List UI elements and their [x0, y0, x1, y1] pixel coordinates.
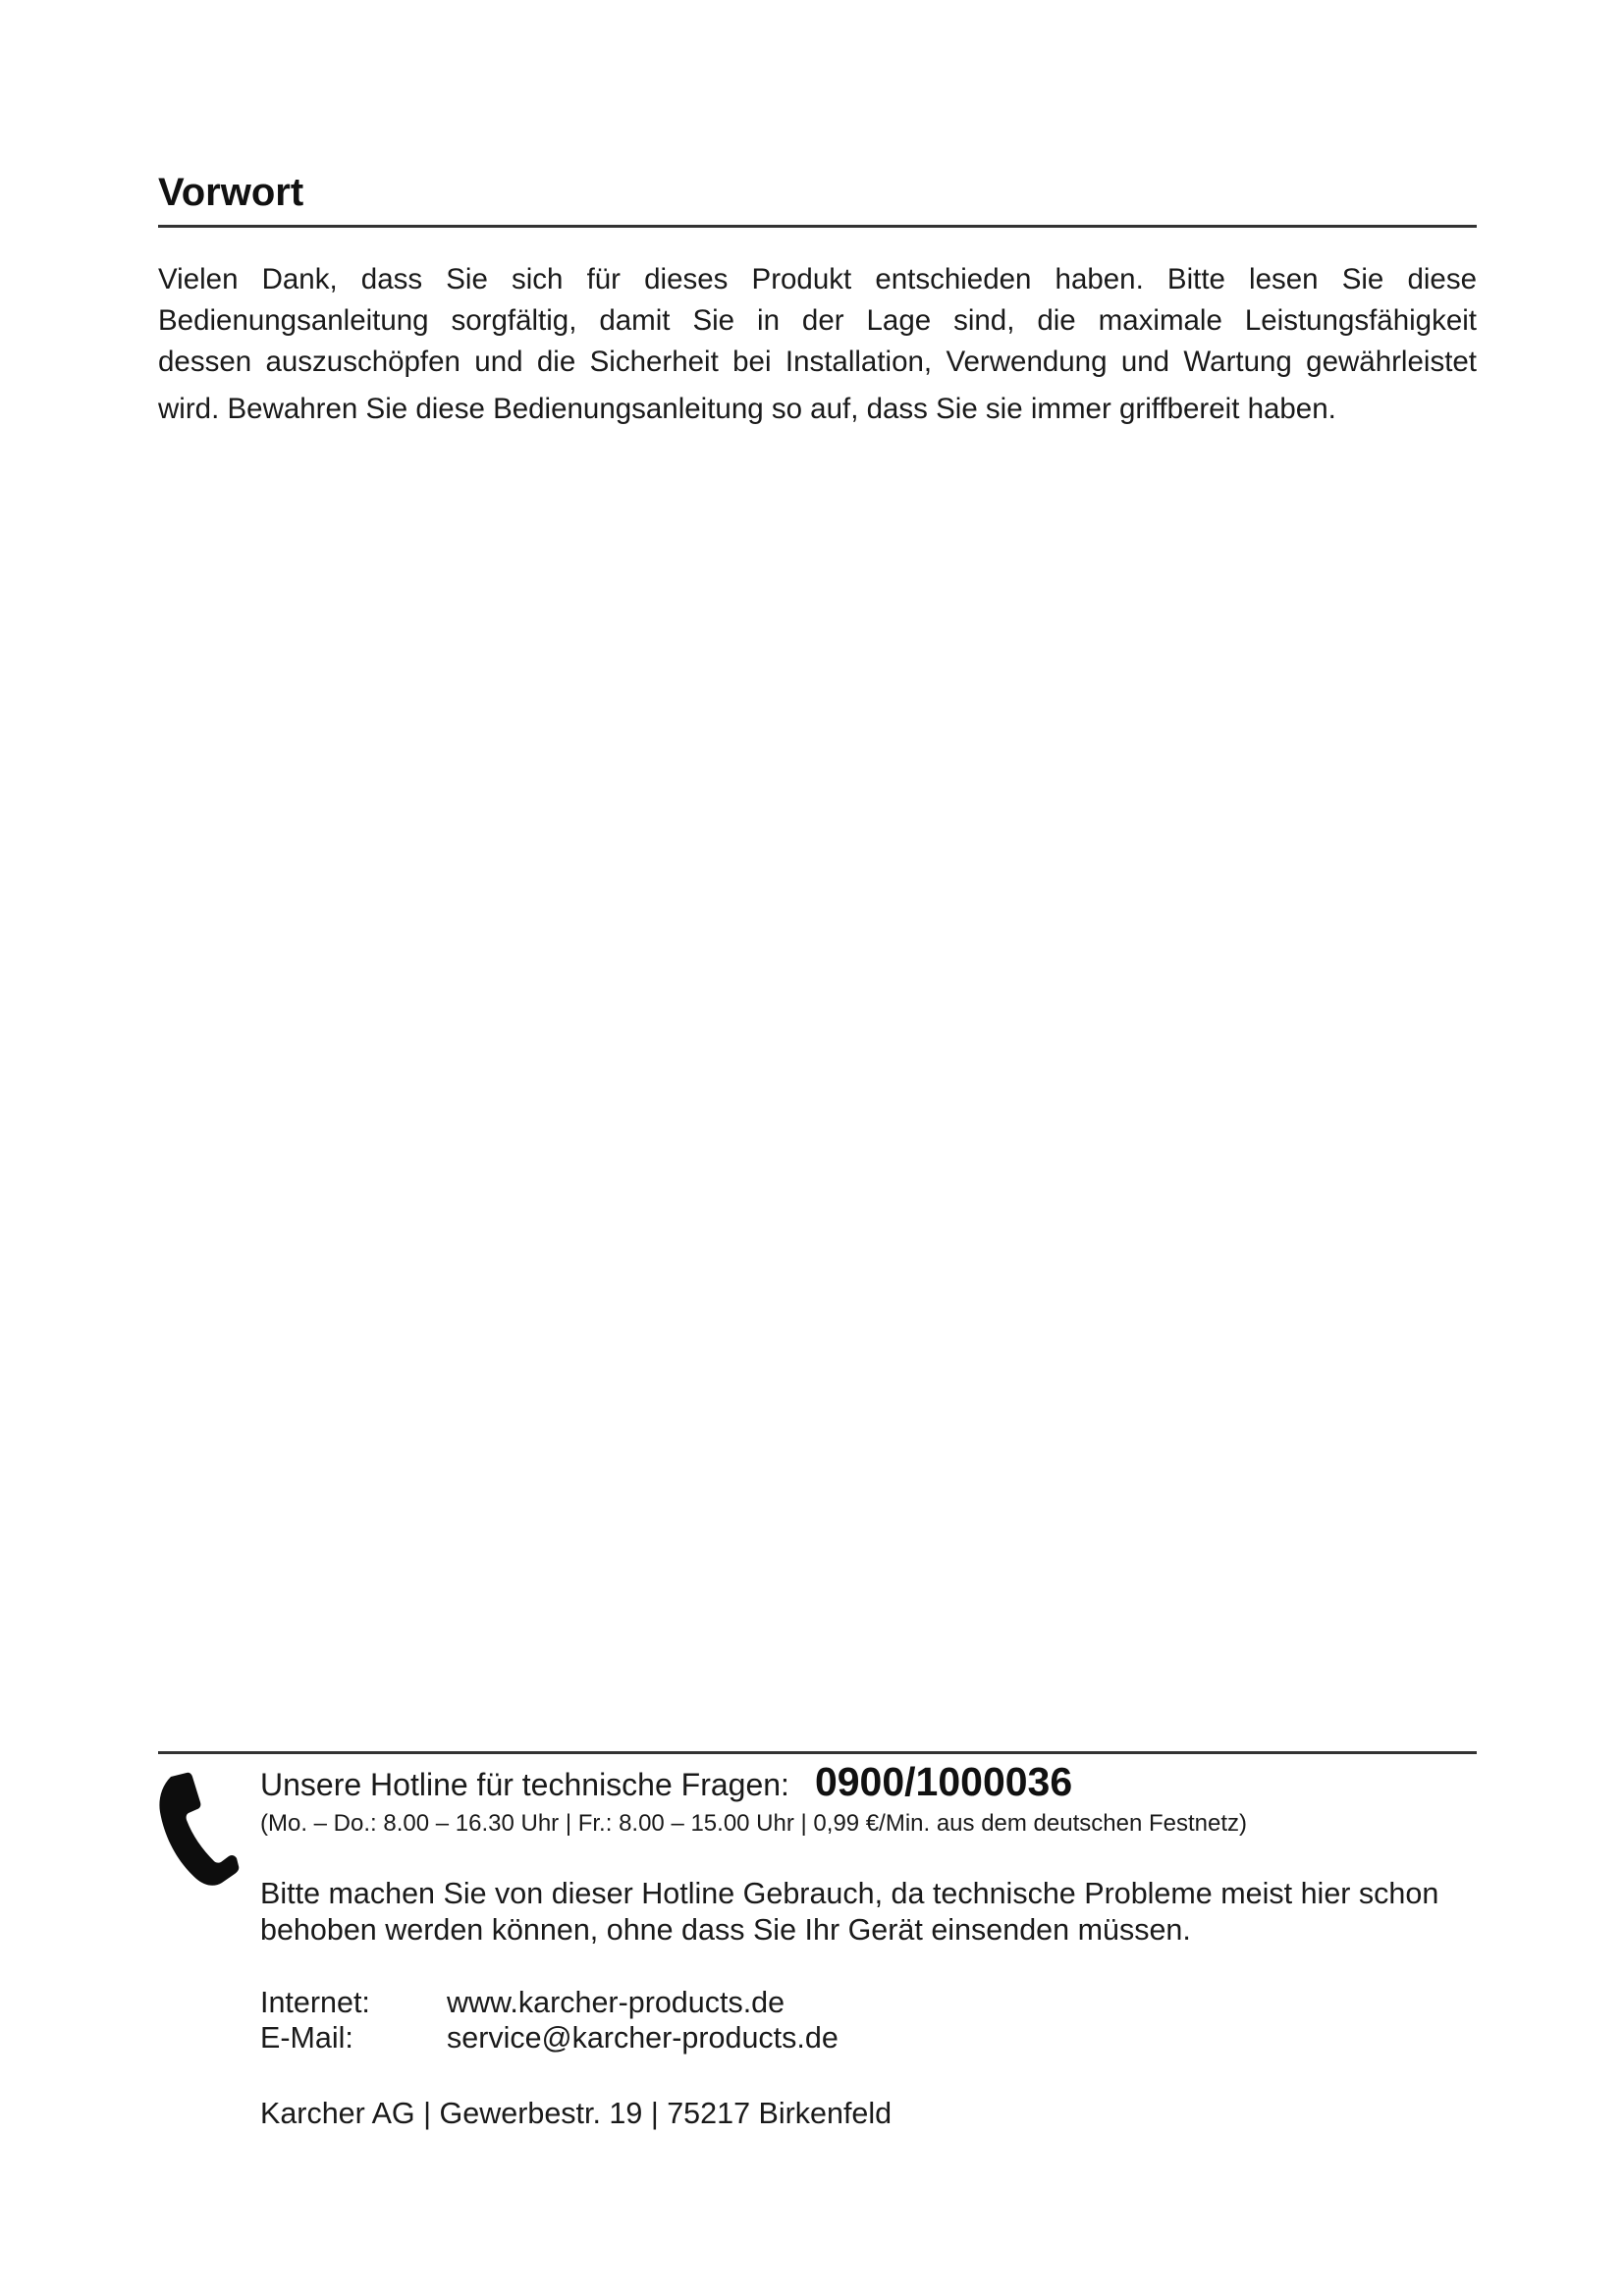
hotline-label: Unsere Hotline für technische Fragen:	[260, 1767, 789, 1802]
hotline-line	[260, 1759, 1072, 1805]
preface-line: Bedienungsanleitung sorgfältig, damit Sie in der Lage sind, die maximale Leistungsfähigkeit	[158, 304, 1477, 337]
company-address: Karcher AG | Gewerbestr. 19 | 75217 Birkenfeld	[260, 2097, 893, 2130]
email-row	[260, 2021, 839, 2056]
preface-line: Vielen Dank, dass Sie sich für dieses Produkt entschieden haben. Bitte lesen Sie diese	[158, 263, 1477, 295]
preface-line: wird. Bewahren Sie diese Bedienungsanleitung so auf, dass Sie sie immer griffbereit haben.	[158, 393, 1336, 425]
page-title: Vorwort	[158, 171, 304, 214]
email-link[interactable]: service@karcher-products.de	[447, 2021, 839, 2055]
internet-label: Internet:	[260, 1986, 370, 2019]
preface-line: dessen auszuschöpfen und die Sicherheit bei Installation, Verwendung und Wartung gewährleistet	[158, 346, 1477, 378]
website-link[interactable]: www.karcher-products.de	[447, 1986, 785, 2019]
email-label: E-Mail:	[260, 2021, 353, 2055]
preface-paragraph	[158, 259, 1477, 430]
hotline-hours: (Mo. – Do.: 8.00 – 16.30 Uhr | Fr.: 8.00 – 15.00 Uhr | 0,99 €/Min. aus dem deutschen Festnetz)	[260, 1810, 1247, 1837]
hotline-number: 0900/1000036	[814, 1759, 1073, 1804]
phone-icon	[157, 1771, 240, 1887]
title-divider	[158, 225, 1477, 228]
hotline-notice: Bitte machen Sie von dieser Hotline Gebrauch, da technische Probleme meist hier schon behoben werden können, ohne dass Sie Ihr Gerät einsenden müssen.	[260, 1877, 1439, 1947]
internet-row	[260, 1986, 785, 2020]
hotline-divider	[158, 1751, 1477, 1754]
